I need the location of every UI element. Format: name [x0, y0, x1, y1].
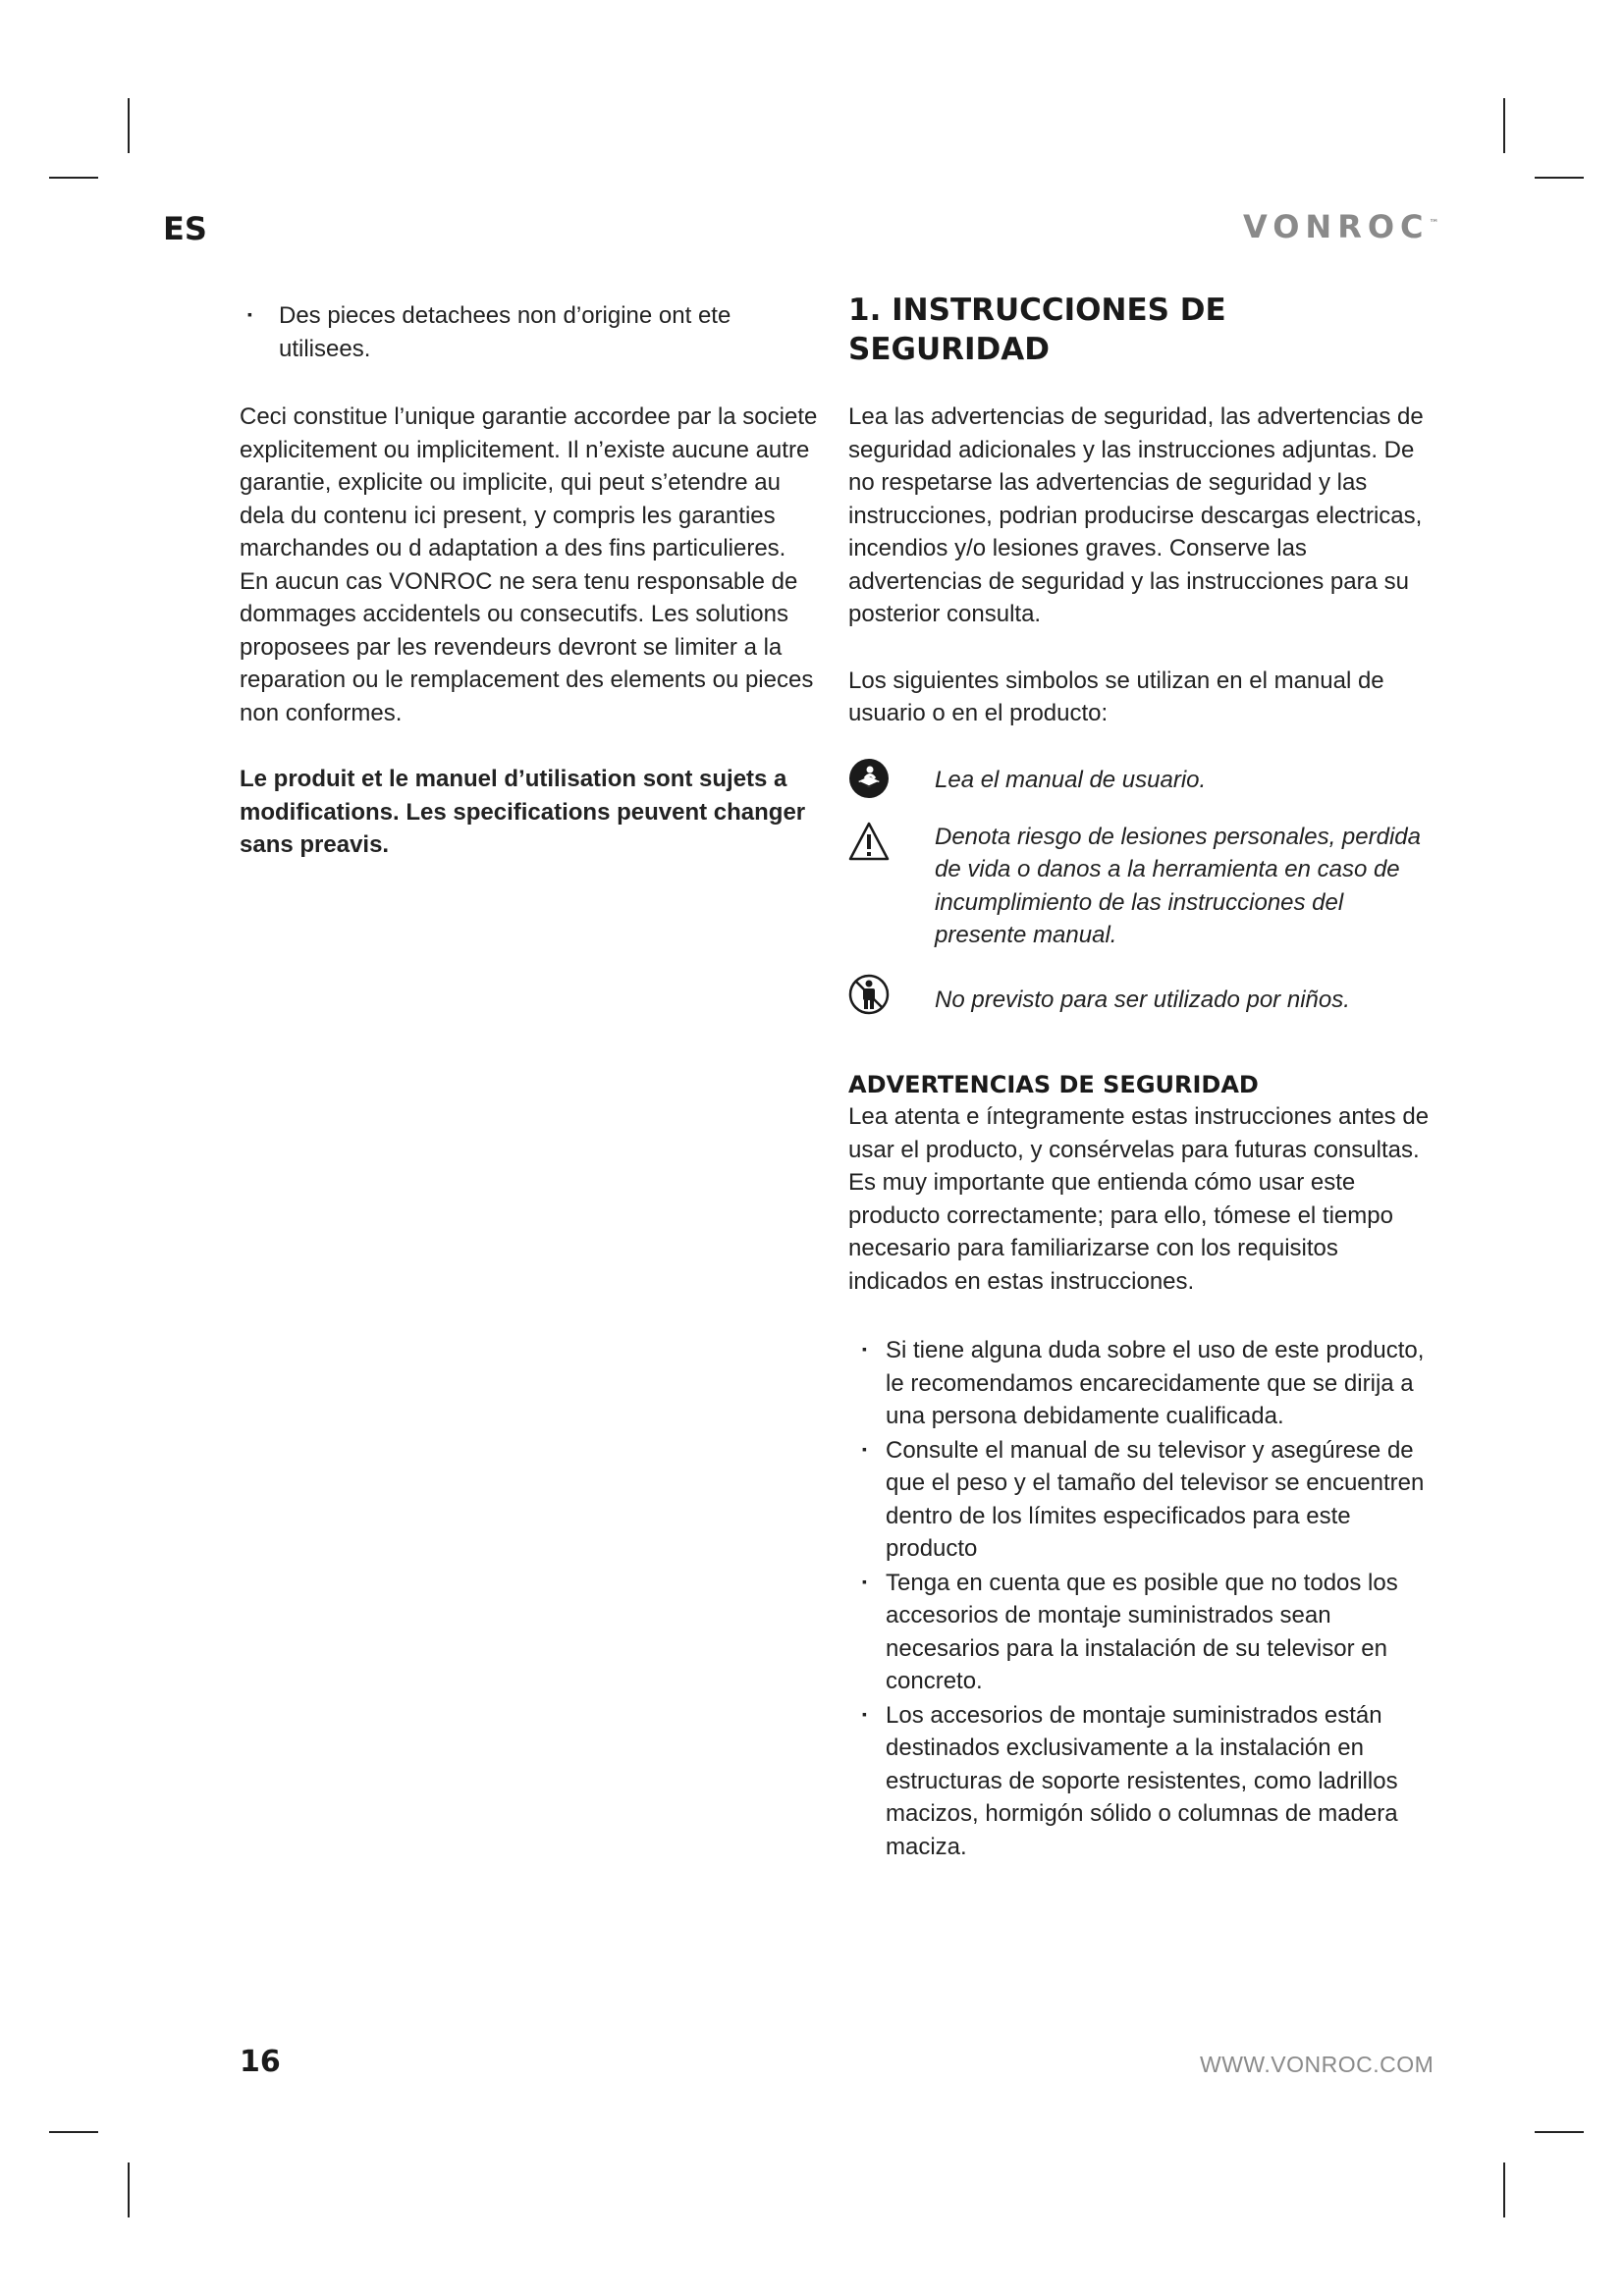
- list-item-text: Los accesorios de montaje suministrados están destinados exclusivamente a la instalación en estructuras de soporte resistentes, como ladrillos macizos, hormigón sólido o columnas de madera maciza.: [886, 1701, 1398, 1860]
- list-item: [848, 1333, 1437, 1433]
- symbol-row: [848, 821, 1437, 952]
- warnings-intro: Lea atenta e íntegramente estas instrucciones antes de usar el producto, y consérvelas para futuras consultas. Es muy importante que entienda cómo usar este producto correctamente; para ello, tómese el tiempo necesario para familiarizarse con los requisitos indicados en estas instrucciones.: [848, 1103, 1430, 1295]
- warning-triangle-icon: [848, 821, 890, 862]
- crop-mark: [1503, 98, 1505, 153]
- subheading: ADVERTENCIAS DE SEGURIDAD: [848, 1071, 1259, 1098]
- list-item: [848, 1698, 1437, 1864]
- warning-list: [848, 1333, 1437, 1863]
- brand-logo-text: VONROC: [1243, 208, 1430, 245]
- change-notice: Le produit et le manuel d’utilisation sont sujets a modifications. Les specifications peuvent changer sans preavis.: [240, 766, 806, 858]
- symbols-intro: Los siguientes simbolos se utilizan en el manual de usuario o en el producto:: [848, 667, 1384, 726]
- list-item-text: Si tiene alguna duda sobre el uso de este producto, le recomendamos encarecidamente que se dirija a una persona debidamente cualificada.: [886, 1337, 1425, 1429]
- symbol-text: Denota riesgo de lesiones personales, perdida de vida o danos a la herramienta en caso de incumplimiento de las instrucciones del presente manual.: [935, 823, 1421, 948]
- bullet-mark: ▪: [247, 306, 252, 322]
- list-item: [848, 1566, 1437, 1698]
- crop-mark: [128, 2163, 130, 2217]
- list-item-text: Consulte el manual de su televisor y asegúrese de que el peso y el tamaño del televisor se encuentren dentro de los límites especificados para este producto: [886, 1436, 1425, 1562]
- right-column: [848, 291, 1437, 1863]
- not-for-children-icon: [848, 974, 890, 1015]
- symbol-text: No previsto para ser utilizado por niños.: [935, 986, 1350, 1013]
- list-item-text: Des pieces detachees non d’origine ont ete utilisees.: [279, 302, 731, 362]
- symbol-row: [848, 758, 1437, 799]
- website-url: WWW.VONROC.COM: [1200, 2052, 1435, 2077]
- read-manual-icon: [848, 758, 890, 799]
- list-item: [848, 1433, 1437, 1566]
- crop-mark: [1503, 2163, 1505, 2217]
- language-code: ES: [163, 210, 207, 247]
- crop-mark: [128, 98, 130, 153]
- left-column: [240, 298, 819, 862]
- crop-mark: [49, 2131, 98, 2133]
- bullet-mark: ▪: [862, 1440, 867, 1457]
- symbol-text: Lea el manual de usuario.: [935, 766, 1207, 793]
- bullet-mark: ▪: [862, 1705, 867, 1722]
- intro-paragraph: Lea las advertencias de seguridad, las advertencias de seguridad adicionales y las instrucciones adjuntas. De no respetarse las advertencias de seguridad y las instrucciones, podrian producirse descargas electricas, incendios y/o lesiones graves. Conserve las advertencias de seguridad y las instrucciones para su posterior consulta.: [848, 403, 1424, 627]
- crop-mark: [1535, 2131, 1584, 2133]
- trademark-mark: ™: [1429, 218, 1439, 230]
- list-item: [240, 298, 819, 365]
- warranty-paragraph: Ceci constitue l’unique garantie accordee par la societe explicitement ou implicitement. Il n’existe aucune autre garantie, explicite ou implicite, qui peut s’etendre au dela du contenu ici present, y compris les garanties marchandes ou d adaptation a des fins particulieres. En aucun cas VONROC ne sera tenu responsable de dommages accidentels ou consecutifs. Les solutions proposees par les revendeurs devront se limiter a la reparation ou le remplacement des elements ou pieces non conformes.: [240, 403, 818, 726]
- list-item-text: Tenga en cuenta que es posible que no todos los accesorios de montaje suministrados sean necesarios para la instalación de su televisor en concreto.: [886, 1569, 1398, 1694]
- crop-mark: [49, 177, 98, 179]
- bullet-mark: ▪: [862, 1341, 867, 1357]
- bullet-mark: ▪: [862, 1573, 867, 1589]
- crop-mark: [1535, 177, 1584, 179]
- section-title: 1. INSTRUCCIONES DE SEGURIDAD: [848, 293, 1226, 367]
- brand-logo: [1243, 208, 1439, 245]
- page-number: 16: [240, 2045, 281, 2079]
- symbol-row: [848, 974, 1437, 1017]
